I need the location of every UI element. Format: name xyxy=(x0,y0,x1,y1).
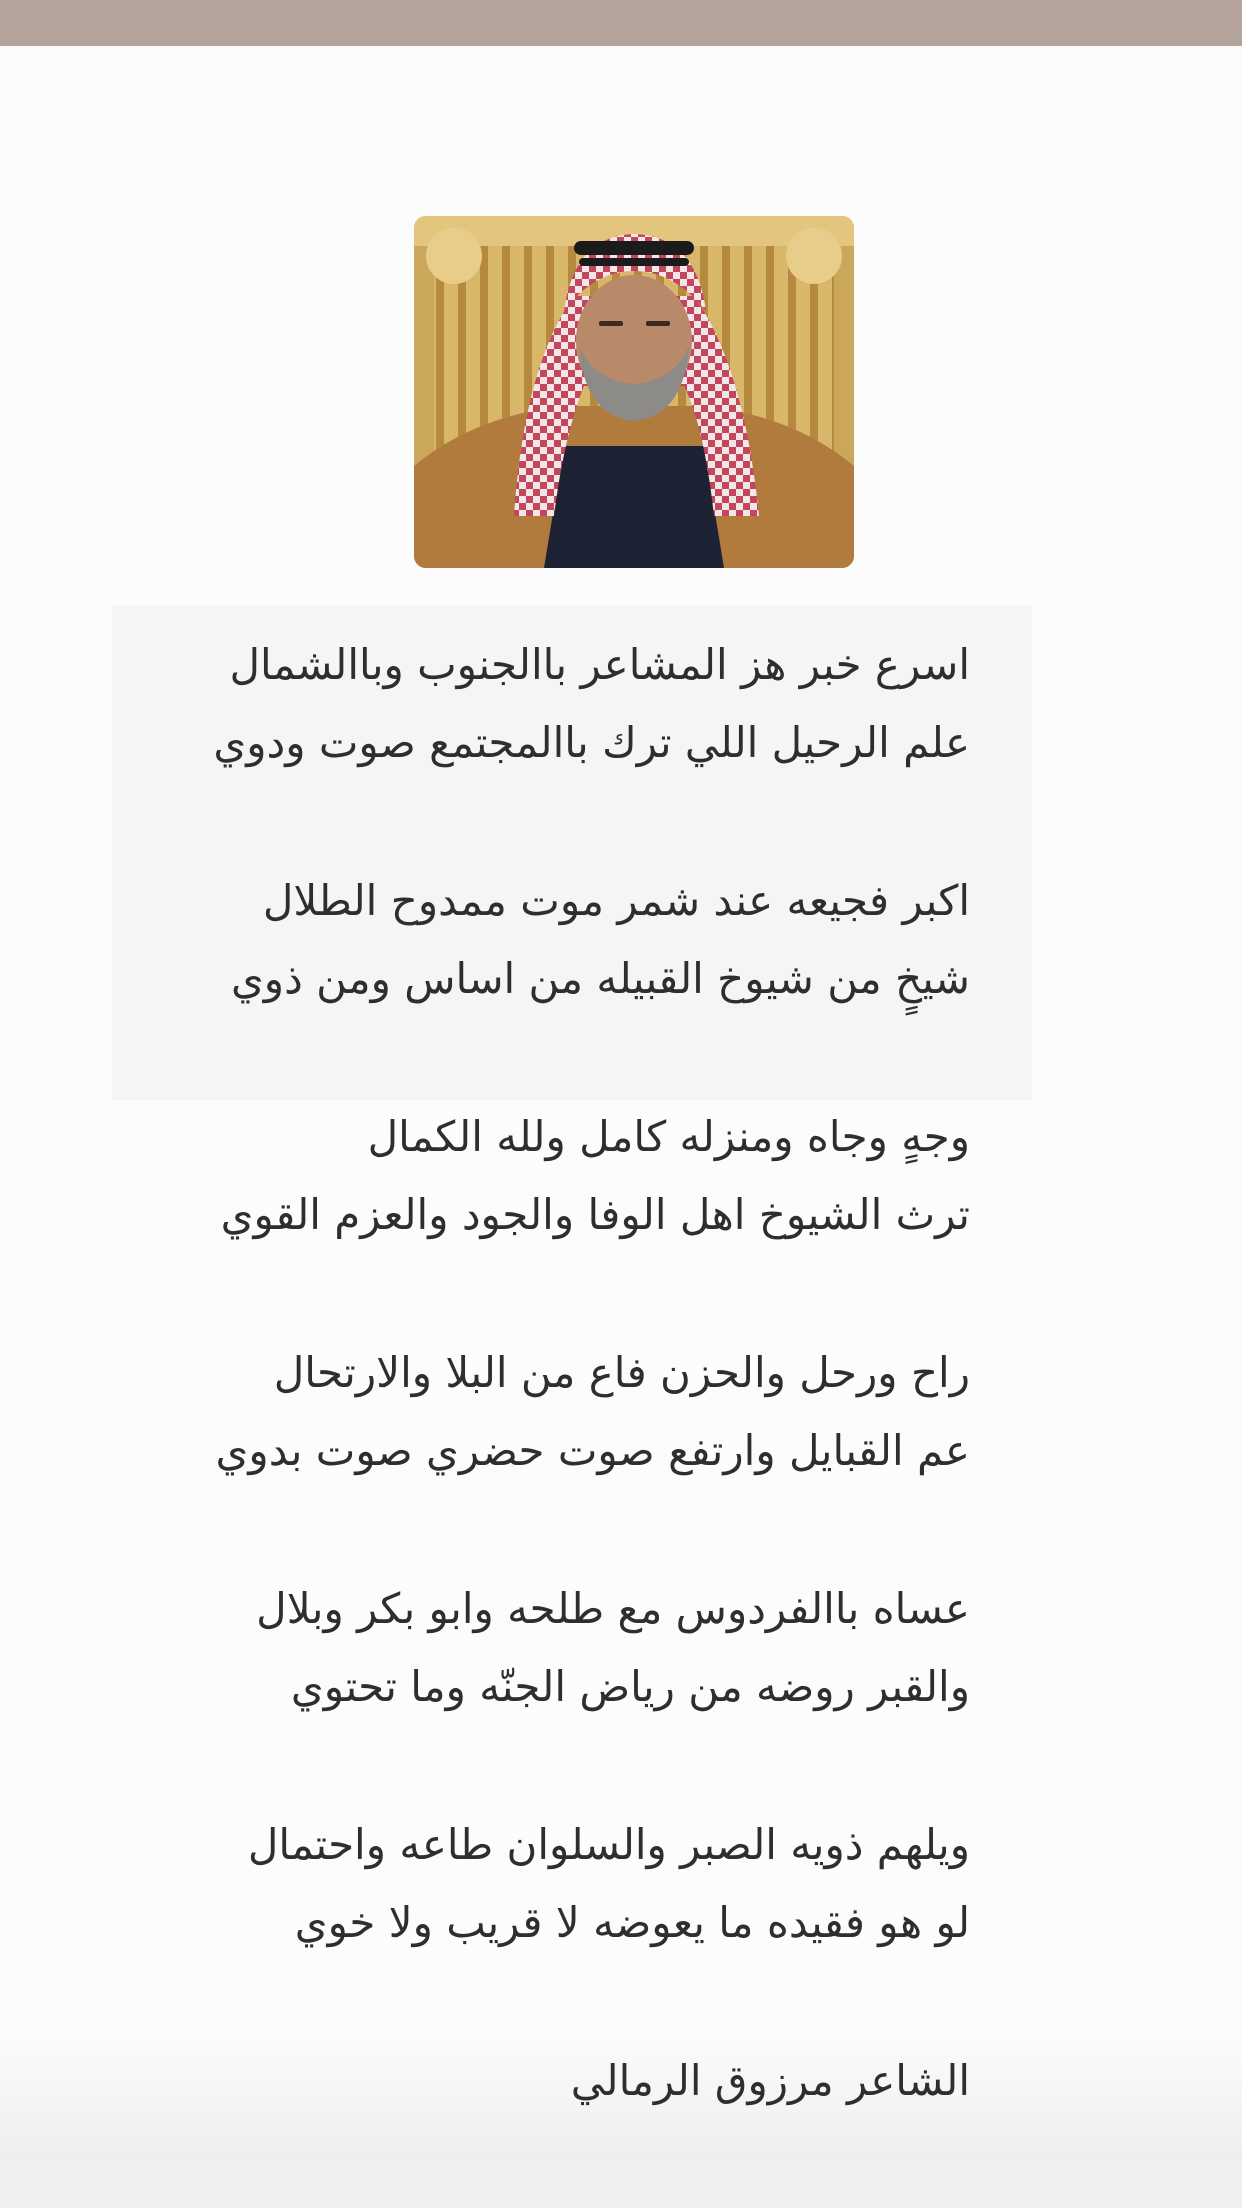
stanza-1 xyxy=(150,626,970,782)
poem-line: لو هو فقيده ما يعوضه لا قريب ولا خوي xyxy=(294,1898,970,1947)
poem-line: ترث الشيوخ اهل الوفا والجود والعزم القوي xyxy=(220,1190,970,1239)
portrait-photo[interactable] xyxy=(414,216,854,568)
stanza-3 xyxy=(150,1098,970,1254)
bottom-strip xyxy=(0,2162,1242,2208)
stanza-2 xyxy=(150,862,970,1018)
poem-line: شيخٍ من شيوخ القبيله من اساس ومن ذوي xyxy=(230,954,970,1003)
poem xyxy=(150,626,970,2120)
poem-line: اسرع خبر هز المشاعر باالجنوب وباالشمال xyxy=(229,640,970,689)
poem-line: عم القبايل وارتفع صوت حضري صوت بدوي xyxy=(215,1426,970,1475)
poem-line: ويلهم ذويه الصبر والسلوان طاعه واحتمال xyxy=(247,1820,970,1869)
portrait-icon xyxy=(414,216,854,568)
poem-line: والقبر روضه من رياض الجنّه وما تحتوي xyxy=(290,1662,970,1711)
poem-line: اكبر فجيعه عند شمر موت ممدوح الطلال xyxy=(262,876,970,925)
stanza-6 xyxy=(150,1806,970,1962)
poem-line: راح ورحل والحزن فاع من البلا والارتحال xyxy=(273,1348,970,1397)
poem-line: عساه باالفردوس مع طلحه وابو بكر وبلال xyxy=(256,1584,970,1633)
poem-line: علم الرحيل اللي ترك باالمجتمع صوت ودوي xyxy=(213,718,970,767)
stanza-5 xyxy=(150,1570,970,1726)
poet-name: الشاعر مرزوق الرمالي xyxy=(570,2056,970,2105)
stanza-4 xyxy=(150,1334,970,1490)
poem-line: وجهٍ وجاه ومنزله كامل ولله الكمال xyxy=(367,1112,970,1161)
top-bar xyxy=(0,0,1242,46)
